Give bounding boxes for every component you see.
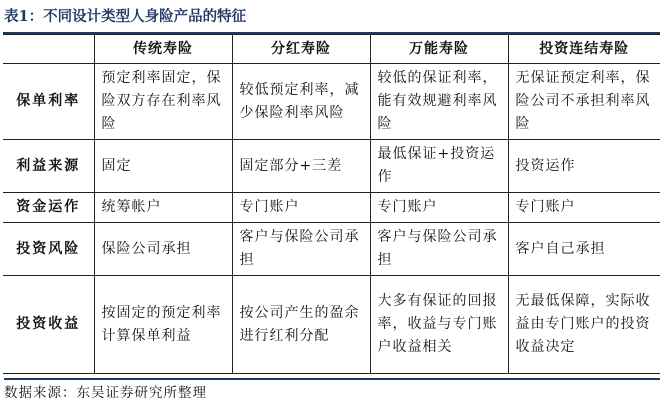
column-header: 传统寿险 <box>94 35 232 64</box>
table-title: 表1：不同设计类型人身险产品的特征 <box>4 8 247 25</box>
table-row <box>3 193 660 223</box>
row-header: 利益来源 <box>3 140 94 193</box>
table-cell: 无最低保障，实际收益由专门账户的投资收益决定 <box>508 276 660 374</box>
table-cell: 按公司产生的盈余进行红利分配 <box>232 276 370 374</box>
table-cell: 客户与保险公司承担 <box>232 223 370 276</box>
product-feature-table <box>3 34 660 374</box>
source-note: 数据来源：东吴证券研究所整理 <box>4 378 660 404</box>
table-cell: 无保证预定利率，保险公司不承担利率风险 <box>508 64 660 140</box>
row-header: 投资风险 <box>3 223 94 276</box>
column-header: 分红寿险 <box>232 35 370 64</box>
table-cell: 统筹帐户 <box>94 193 232 223</box>
table-row <box>3 140 660 193</box>
table-cell: 较低预定利率，减少保险利率风险 <box>232 64 370 140</box>
table-cell: 保险公司承担 <box>94 223 232 276</box>
table-cell: 大多有保证的回报率，收益与专门账户收益相关 <box>370 276 508 374</box>
table-cell: 专门账户 <box>370 193 508 223</box>
table-cell: 专门账户 <box>232 193 370 223</box>
table-cell: 投资运作 <box>508 140 660 193</box>
table-header-row <box>3 35 660 64</box>
corner-cell <box>3 35 94 64</box>
table-cell: 最低保证+投资运作 <box>370 140 508 193</box>
row-header: 保单利率 <box>3 64 94 140</box>
row-header: 资金运作 <box>3 193 94 223</box>
table-row <box>3 276 660 374</box>
table-cell: 固定 <box>94 140 232 193</box>
table-cell: 预定利率固定，保险双方存在利率风险 <box>94 64 232 140</box>
table-row <box>3 64 660 140</box>
column-header: 投资连结寿险 <box>508 35 660 64</box>
table-cell: 较低的保证利率，能有效规避利率风险 <box>370 64 508 140</box>
table-cell: 客户与保险公司承担 <box>370 223 508 276</box>
column-header: 万能寿险 <box>370 35 508 64</box>
table-cell: 固定部分+三差 <box>232 140 370 193</box>
table-cell: 客户自己承担 <box>508 223 660 276</box>
row-header: 投资收益 <box>3 276 94 374</box>
table-cell: 专门账户 <box>508 193 660 223</box>
table-row <box>3 223 660 276</box>
table-cell: 按固定的预定利率计算保单利益 <box>94 276 232 374</box>
